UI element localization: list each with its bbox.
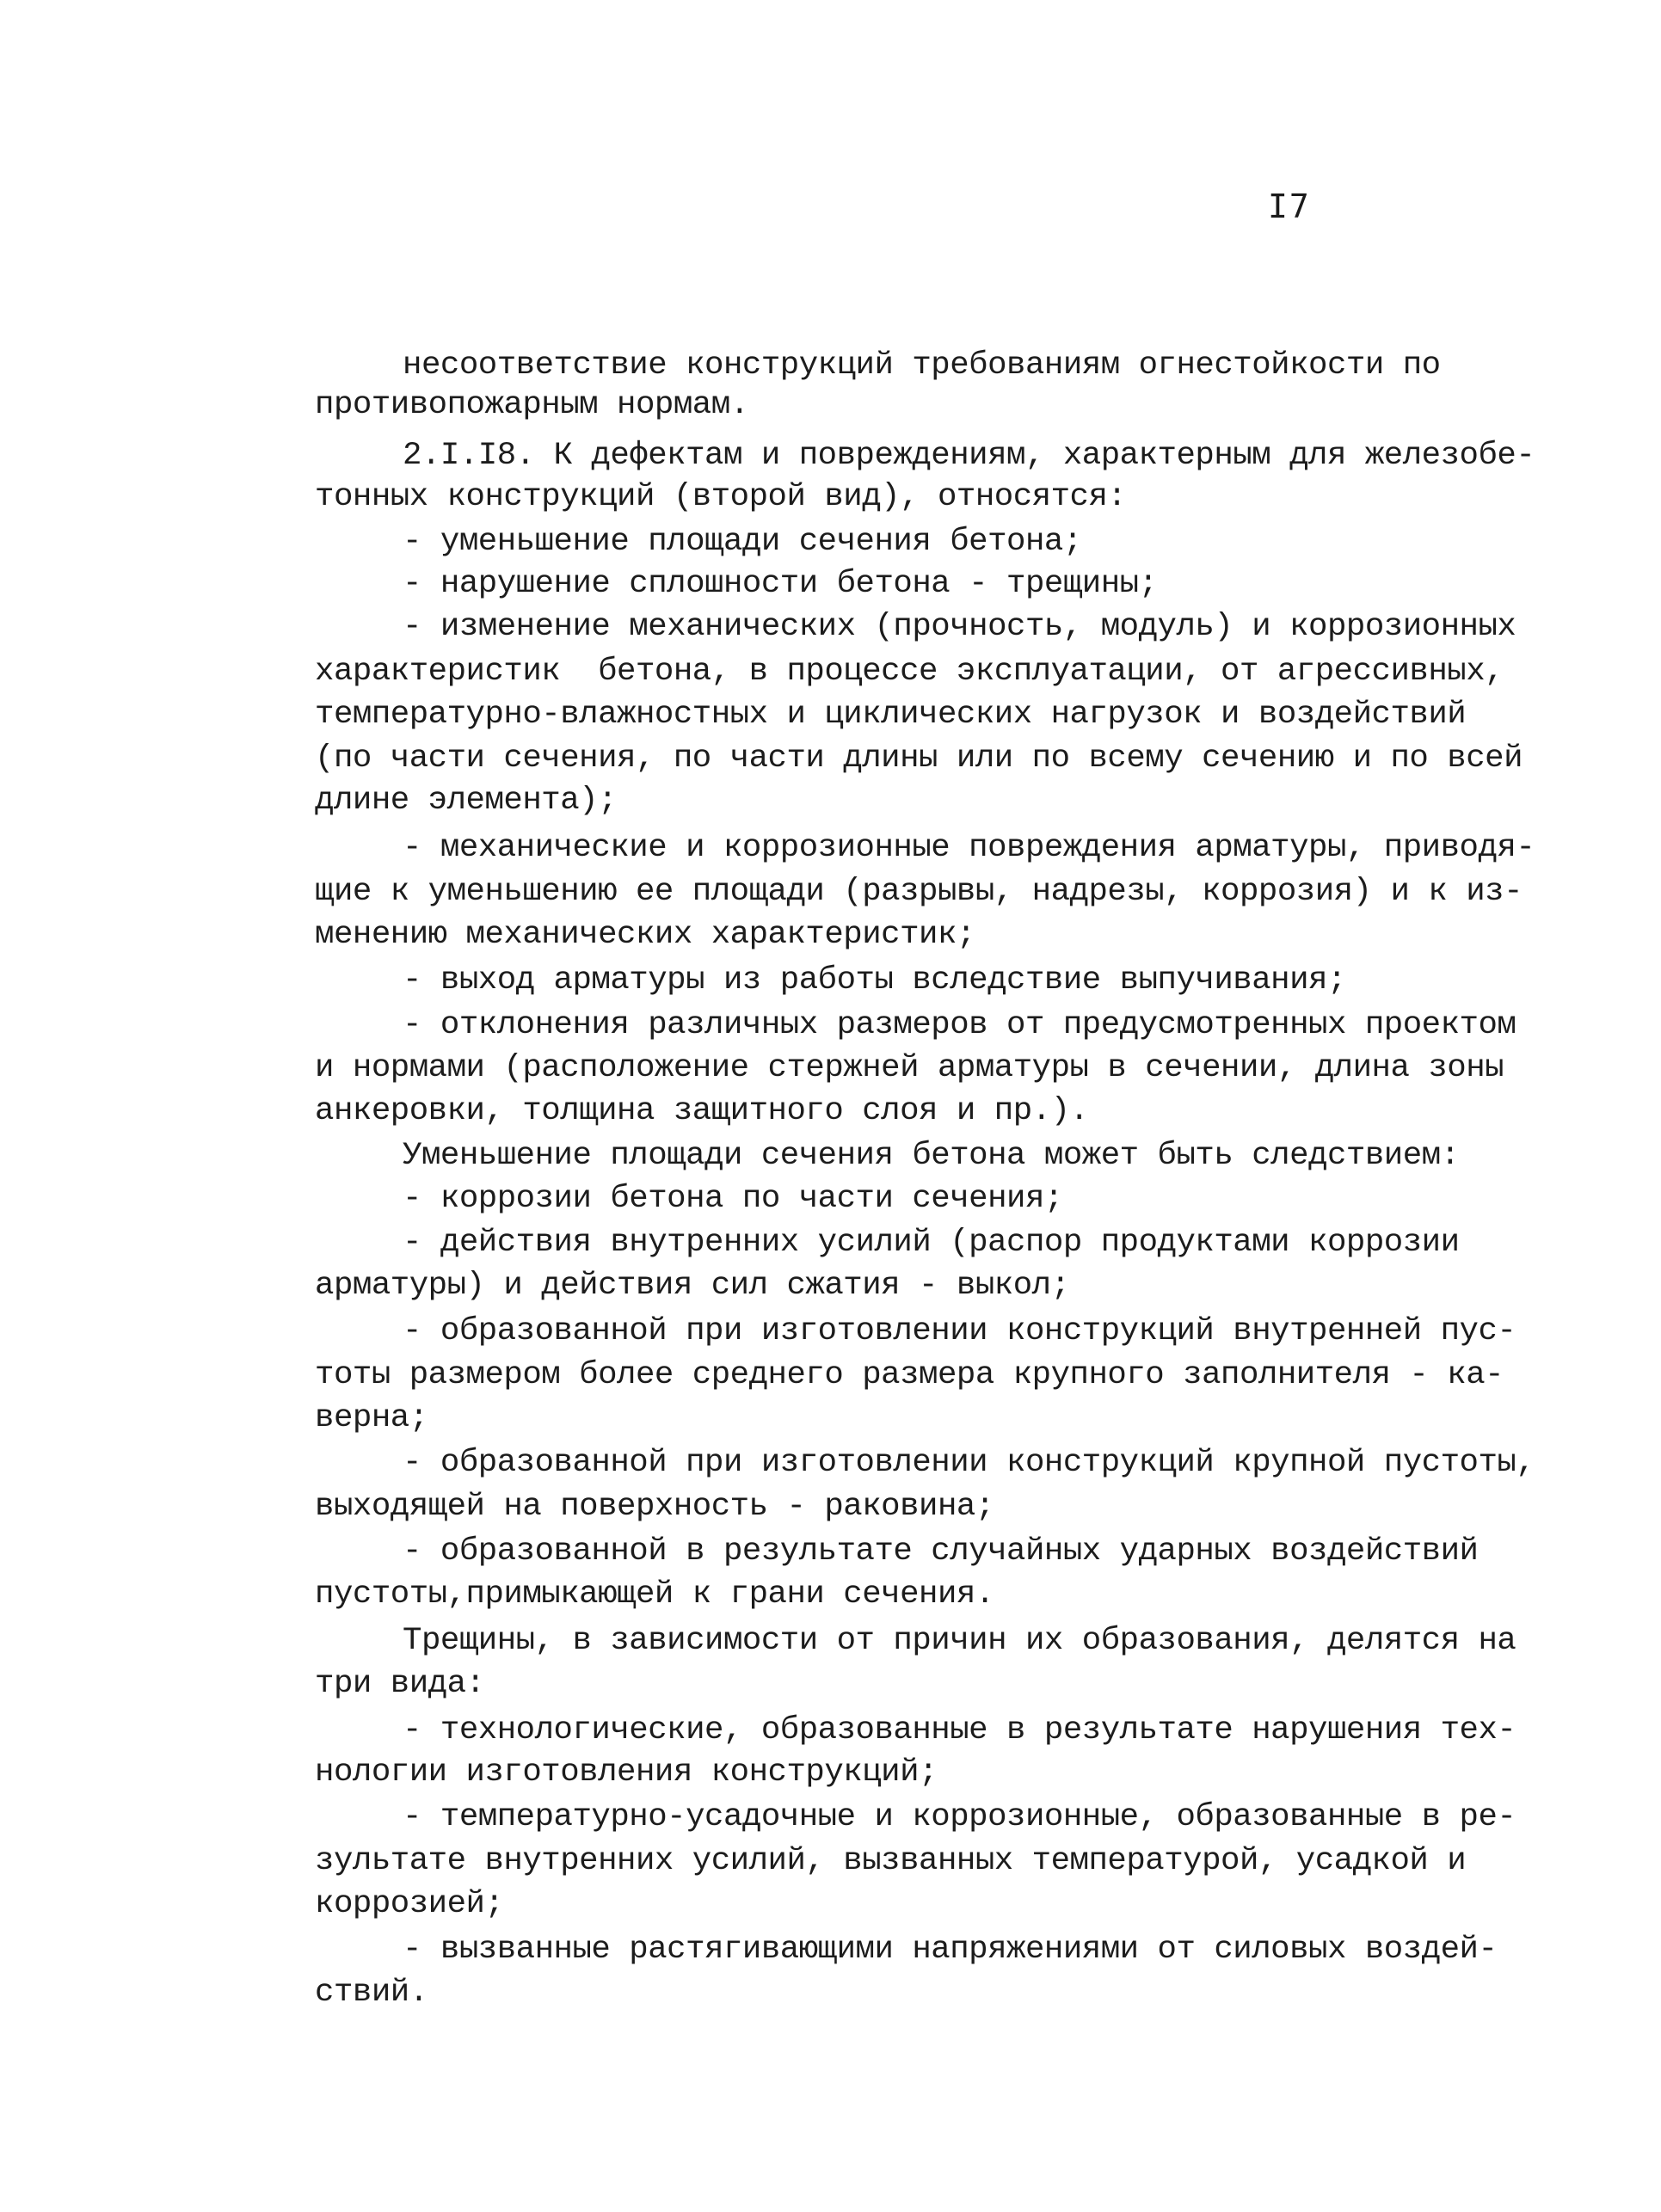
text-line: - нарушение сплошности бетона - трещины;	[403, 566, 1158, 602]
page-number: I7	[1268, 187, 1311, 225]
text-line: - механические и коррозионные повреждения арматуры, приводя-	[403, 830, 1535, 866]
text-line: зультате внутренних усилий, вызванных температурой, усадкой и	[315, 1843, 1467, 1879]
text-line: и нормами (расположение стержней арматуры в сечении, длина зоны	[315, 1050, 1504, 1086]
text-line: - вызванные растягивающими напряжениями от силовых воздей-	[403, 1932, 1498, 1968]
text-line: - температурно-усадочные и коррозионные, образованные в ре-	[403, 1799, 1516, 1835]
text-line: анкеровки, толщина защитного слоя и пр.).	[315, 1093, 1089, 1129]
text-line: коррозией;	[315, 1886, 504, 1922]
text-line: несоответствие конструкций требованиям огнестойкости по	[403, 347, 1441, 384]
text-line: менению механических характеристик;	[315, 917, 975, 953]
text-line: температурно-влажностных и циклических нагрузок и воздействий	[315, 697, 1467, 733]
text-line: выходящей на поверхность - раковина;	[315, 1489, 994, 1525]
text-line: характеристик бетона, в процессе эксплуатации, от агрессивных,	[315, 654, 1504, 690]
text-line: - образованной в результате случайных ударных воздействий	[403, 1533, 1479, 1570]
text-line: Уменьшение площади сечения бетона может быть следствием:	[403, 1138, 1460, 1174]
text-line: арматуры) и действия сил сжатия - выкол;	[315, 1268, 1070, 1304]
text-line: - образованной при изготовлении конструкций внутренней пус-	[403, 1313, 1516, 1349]
text-line: - уменьшение площади сечения бетона;	[403, 524, 1082, 560]
text-line: длине элемента);	[315, 783, 618, 819]
text-line: Трещины, в зависимости от причин их образования, делятся на	[403, 1623, 1516, 1659]
text-line: - коррозии бетона по части сечения;	[403, 1181, 1063, 1217]
text-line: тоты размером более среднего размера крупного заполнителя - ка-	[315, 1357, 1504, 1393]
text-line: - изменение механических (прочность, модуль) и коррозионных	[403, 609, 1516, 645]
text-line: пустоты,примыкающей к грани сечения.	[315, 1576, 994, 1613]
text-line: противопожарным нормам.	[315, 387, 749, 423]
text-line: - технологические, образованные в результате нарушения тех-	[403, 1712, 1516, 1748]
text-line: - образованной при изготовлении конструкций крупной пустоты,	[403, 1445, 1535, 1481]
text-line: верна;	[315, 1400, 428, 1436]
text-line: три вида:	[315, 1666, 485, 1702]
text-line: - действия внутренних усилий (распор продуктами коррозии	[403, 1225, 1460, 1261]
text-line: тонных конструкций (второй вид), относятся:	[315, 479, 1127, 515]
text-line: - отклонения различных размеров от предусмотренных проектом	[403, 1007, 1516, 1043]
text-line: - выход арматуры из работы вследствие выпучивания;	[403, 962, 1346, 998]
text-line: 2.I.I8. К дефектам и повреждениям, характерным для железобе-	[403, 438, 1535, 474]
text-line: (по части сечения, по части длины или по всему сечению и по всей	[315, 740, 1523, 777]
text-line: нологии изготовления конструкций;	[315, 1754, 938, 1791]
text-line: щие к уменьшению ее площади (разрывы, надрезы, коррозия) и к из-	[315, 874, 1523, 910]
text-line: ствий.	[315, 1975, 428, 2011]
